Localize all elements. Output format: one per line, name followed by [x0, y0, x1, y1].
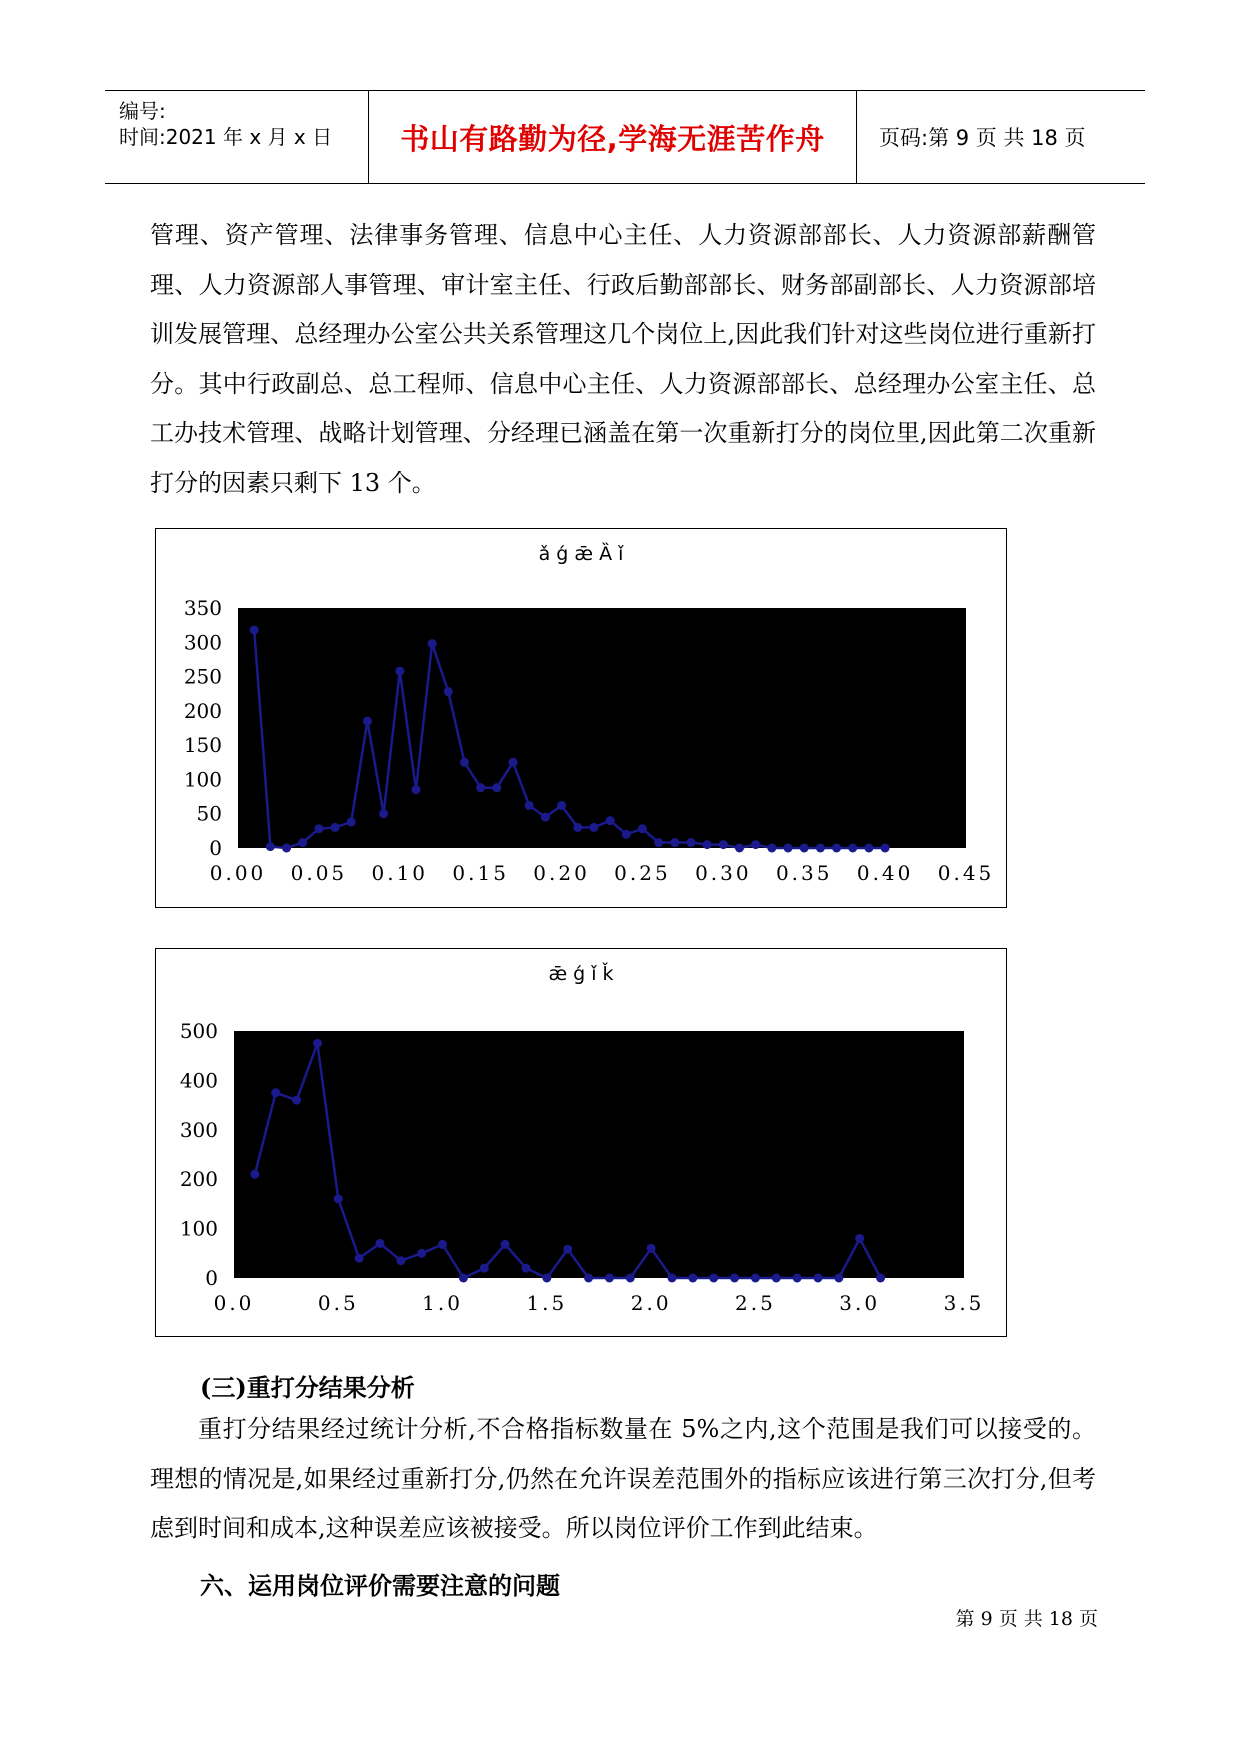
chart-1	[155, 528, 1007, 908]
data-point	[542, 1274, 551, 1283]
section-6-heading: 六、运用岗位评价需要注意的问题	[200, 1571, 560, 1600]
data-point	[271, 1088, 280, 1097]
data-point	[563, 1245, 572, 1254]
data-point	[668, 1274, 677, 1283]
data-point	[606, 816, 615, 825]
data-point	[686, 838, 695, 847]
data-point	[793, 1274, 802, 1283]
data-point	[292, 1096, 301, 1105]
x-tick-label: 0.30	[695, 861, 752, 885]
data-point	[331, 823, 340, 832]
data-point	[363, 717, 372, 726]
data-point	[816, 844, 825, 853]
y-tick-label: 300	[179, 1117, 218, 1142]
data-point	[501, 1240, 510, 1249]
x-tick-label: 0.5	[317, 1291, 359, 1315]
x-tick-label: 0.0	[213, 1291, 255, 1315]
data-point	[541, 813, 550, 822]
chart-2-title: ǣ ǵ ǐ ǩ	[548, 963, 614, 985]
x-tick-label: 1.5	[526, 1291, 568, 1315]
chart-1-svg	[156, 529, 1008, 909]
y-tick-label: 50	[196, 801, 222, 826]
data-point	[573, 823, 582, 832]
data-point	[476, 783, 485, 792]
page-code: 页码:第 9 页 共 18 页	[879, 126, 1086, 150]
data-point	[480, 1264, 489, 1273]
page-header	[105, 90, 1145, 184]
header-page-cell	[857, 91, 1145, 183]
x-tick-label: 0.25	[614, 861, 671, 885]
data-point	[800, 844, 809, 853]
chart-1-title: ǎ ǵ ǣ Ȁ ǐ	[538, 543, 624, 565]
y-tick-label: 400	[179, 1068, 218, 1093]
data-point	[379, 809, 388, 818]
data-point	[250, 1170, 259, 1179]
x-tick-label: 0.45	[937, 861, 995, 885]
data-point	[703, 840, 712, 849]
data-point	[282, 844, 291, 853]
x-tick-label: 3.5	[943, 1291, 985, 1315]
data-point	[298, 838, 307, 847]
y-tick-label: 150	[183, 733, 222, 758]
x-tick-label: 0.05	[290, 861, 348, 885]
data-point	[751, 1274, 760, 1283]
data-point	[772, 1274, 781, 1283]
x-tick-label: 0.40	[856, 861, 914, 885]
data-point	[638, 824, 647, 833]
data-point	[834, 1274, 843, 1283]
y-tick-label: 250	[183, 664, 222, 689]
data-point	[584, 1274, 593, 1283]
body-paragraph: 管理、资产管理、法律事务管理、信息中心主任、人力资源部部长、人力资源部薪酬管理、人力资源部人事管理、审计室主任、行政后勤部部长、财务部副部长、人力资源部培训发展管理、总经理办公室公共关系管理这几个岗位上,因此我们针对这些岗位进行重新打分。其中行政副总、总工程师、信息中心主任、人力资源部部长、总经理办公室主任、总工办技术管理、战略计划管理、分经理已涵盖在第一次重新打分的岗位里,因此第二次重新打分的因素只剩下 13 个。	[150, 221, 1096, 497]
data-point	[509, 758, 518, 767]
data-point	[522, 1264, 531, 1273]
chart-2	[155, 948, 1007, 1337]
data-point	[814, 1274, 823, 1283]
data-point	[784, 844, 793, 853]
data-point	[881, 844, 890, 853]
data-point	[557, 801, 566, 810]
motto: 书山有路勤为径,学海无涯苦作舟	[400, 121, 825, 156]
data-point	[396, 1256, 405, 1265]
y-tick-label: 100	[183, 767, 222, 792]
data-point	[709, 1274, 718, 1283]
header-meta-cell	[105, 91, 369, 183]
section-3-heading: (三)重打分结果分析	[200, 1373, 415, 1402]
x-tick-label: 1.0	[422, 1291, 463, 1315]
x-tick-label: 0.15	[452, 861, 509, 885]
data-point	[855, 1234, 864, 1243]
plot-area	[234, 1031, 964, 1278]
data-point	[688, 1274, 697, 1283]
data-point	[626, 1274, 635, 1283]
chart-2-svg	[156, 949, 1008, 1338]
x-tick-label: 2.5	[735, 1291, 776, 1315]
data-point	[719, 840, 728, 849]
data-point	[864, 844, 873, 853]
x-tick-label: 0.35	[775, 861, 833, 885]
data-point	[395, 667, 404, 676]
y-tick-label: 350	[183, 596, 222, 620]
data-point	[525, 801, 534, 810]
data-point	[376, 1239, 385, 1248]
y-tick-label: 500	[179, 1019, 218, 1043]
data-point	[355, 1254, 364, 1263]
serial-label: 编号:	[119, 99, 166, 123]
data-point	[622, 830, 631, 839]
x-tick-label: 0.00	[209, 861, 267, 885]
data-point	[417, 1249, 426, 1258]
page-footer: 第 9 页 共 18 页	[955, 1608, 1098, 1630]
data-point	[654, 838, 663, 847]
data-point	[589, 823, 598, 832]
data-point	[751, 840, 760, 849]
x-tick-label: 3.0	[839, 1291, 881, 1315]
data-point	[438, 1240, 447, 1249]
y-tick-label: 200	[179, 1167, 218, 1192]
data-point	[428, 639, 437, 648]
data-point	[411, 785, 420, 794]
data-point	[314, 824, 323, 833]
data-point	[459, 1274, 468, 1283]
y-tick-label: 200	[183, 698, 222, 723]
header-motto-cell	[369, 91, 857, 183]
data-point	[832, 844, 841, 853]
time-label: 时间:2021 年 x 月 x 日	[119, 125, 333, 149]
plot-area	[238, 608, 966, 848]
x-tick-label: 0.20	[533, 861, 590, 885]
data-point	[266, 842, 275, 851]
data-point	[848, 844, 857, 853]
data-point	[334, 1194, 343, 1203]
data-point	[605, 1274, 614, 1283]
data-point	[444, 687, 453, 696]
data-point	[876, 1274, 885, 1283]
data-point	[767, 844, 776, 853]
section-3-body: 重打分结果经过统计分析,不合格指标数量在 5%之内,这个范围是我们可以接受的。理想的情况是,如果经过重新打分,仍然在允许误差范围外的指标应该进行第三次打分,但考虑到时间和成本,这种误差应该被接受。所以岗位评价工作到此结束。	[150, 1415, 1096, 1542]
y-tick-label: 0	[205, 1266, 218, 1290]
x-tick-label: 2.0	[630, 1291, 672, 1315]
data-point	[250, 625, 259, 634]
x-tick-label: 0.10	[371, 861, 429, 885]
data-point	[670, 838, 679, 847]
y-tick-label: 100	[179, 1216, 218, 1241]
data-point	[735, 844, 744, 853]
data-point	[313, 1039, 322, 1048]
y-tick-label: 0	[209, 836, 222, 860]
data-point	[347, 817, 356, 826]
data-point	[492, 783, 501, 792]
data-point	[730, 1274, 739, 1283]
y-tick-label: 300	[183, 630, 222, 655]
data-point	[460, 758, 469, 767]
data-point	[647, 1244, 656, 1253]
